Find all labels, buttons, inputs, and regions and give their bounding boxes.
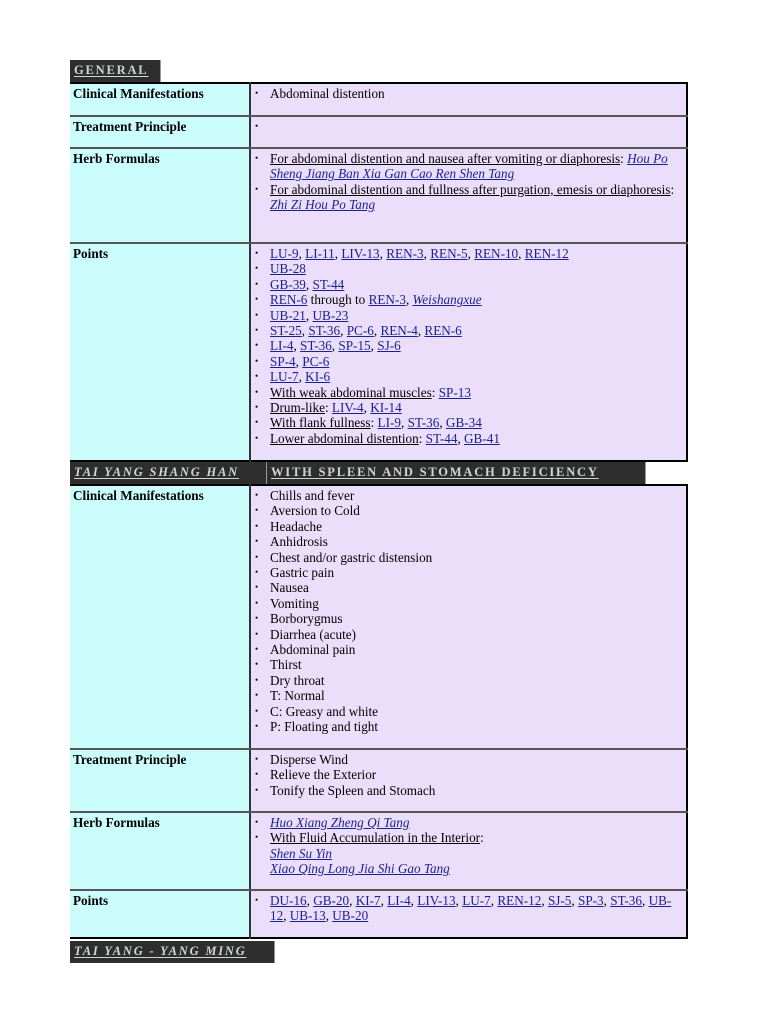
item-text: , xyxy=(306,893,314,908)
item-text: Chest and/or gastric distension xyxy=(270,549,433,565)
reference-link[interactable]: LU-7 xyxy=(270,369,299,385)
list-item xyxy=(270,182,683,213)
reference-link[interactable]: ST-36 xyxy=(300,338,332,354)
list-item xyxy=(270,580,683,595)
item-text: With Fluid Accumulation in the Interior xyxy=(270,830,481,846)
section-title: GENERAL xyxy=(70,60,161,82)
item-text: , xyxy=(349,893,356,908)
row-label: Points xyxy=(70,890,250,938)
reference-link[interactable]: UB-23 xyxy=(312,307,349,323)
item-text: Disperse Wind xyxy=(270,752,348,767)
item-text: , xyxy=(334,246,342,261)
row-label: Clinical Manifestations xyxy=(70,485,250,749)
item-text: Drum-like xyxy=(270,400,325,416)
list-item xyxy=(270,642,683,657)
item-text: C: Greasy and white xyxy=(270,703,379,719)
item-text: P: Floating and tight xyxy=(270,719,379,735)
item-text: , xyxy=(518,246,525,261)
list-item xyxy=(270,767,683,782)
item-text: Vomiting xyxy=(270,595,319,611)
reference-link[interactable]: KI-14 xyxy=(370,400,402,416)
reference-link[interactable]: Shen Su Yin xyxy=(270,845,333,861)
list-item xyxy=(270,627,683,642)
reference-link[interactable]: GB-20 xyxy=(313,893,350,908)
row-label: Herb Formulas xyxy=(70,812,250,890)
list-item xyxy=(270,673,683,688)
reference-link[interactable]: REN-3 xyxy=(386,246,424,261)
reference-link[interactable]: REN-12 xyxy=(497,893,542,908)
reference-link[interactable]: LIV-13 xyxy=(341,246,380,261)
reference-link[interactable]: PC-6 xyxy=(346,323,374,339)
reference-link[interactable]: LI-11 xyxy=(305,246,335,261)
list-item xyxy=(270,86,683,101)
list-item xyxy=(270,338,683,353)
section-title-part-2: WITH SPLEEN AND STOMACH DEFICIENCY xyxy=(267,462,646,484)
list-item xyxy=(270,519,683,534)
reference-link[interactable]: KI-7 xyxy=(355,893,381,908)
item-text: For abdominal distention and nausea after vomiting or diaphoresis xyxy=(270,151,621,166)
item-text: Abdominal distention xyxy=(270,86,385,101)
reference-link[interactable]: SJ-5 xyxy=(547,893,572,908)
item-text: With weak abdominal muscles xyxy=(270,384,432,400)
item-text: : xyxy=(418,430,426,446)
item-text: Anhidrosis xyxy=(270,534,328,550)
item-text: , xyxy=(305,307,313,323)
item-text: , xyxy=(467,246,475,261)
row-values xyxy=(250,812,687,890)
item-text: , xyxy=(295,353,303,369)
item-text: Borborygmus xyxy=(270,611,343,627)
item-text: , xyxy=(642,893,649,908)
item-text: : xyxy=(324,400,332,416)
reference-link[interactable]: LU-9 xyxy=(270,246,299,261)
reference-link[interactable]: UB-21 xyxy=(270,307,306,323)
reference-link[interactable]: Hou Po Sheng Jiang Ban Xia Gan Cao Ren Shen Tang xyxy=(270,151,668,182)
reference-link[interactable]: LU-7 xyxy=(462,893,491,908)
reference-link[interactable]: UB-28 xyxy=(270,261,306,277)
reference-link[interactable]: REN-6 xyxy=(424,323,462,339)
reference-link[interactable]: ST-36 xyxy=(308,323,341,339)
item-text: , xyxy=(325,908,333,924)
item-text: Diarrhea (acute) xyxy=(270,626,357,642)
item-text: , xyxy=(301,323,309,339)
section-header-tai-yang-shang-han xyxy=(70,462,688,484)
list-item xyxy=(270,830,683,876)
reference-link[interactable]: ST-44 xyxy=(425,430,458,446)
item-text: Dry throat xyxy=(270,672,325,688)
row-values xyxy=(250,83,687,116)
list-item xyxy=(270,752,683,767)
item-text: : xyxy=(431,384,439,400)
row-label: Points xyxy=(70,243,250,461)
list-item xyxy=(270,369,683,384)
list-item xyxy=(270,657,683,672)
reference-link[interactable]: SP-3 xyxy=(577,893,604,908)
reference-link[interactable]: SP-15 xyxy=(338,338,371,354)
reference-link[interactable]: UB-13 xyxy=(289,908,326,924)
item-text: , xyxy=(305,276,313,292)
list-item xyxy=(270,308,683,323)
item-text: , xyxy=(423,246,431,261)
item-text: : xyxy=(480,830,484,846)
reference-link[interactable]: UB-20 xyxy=(332,908,369,924)
reference-link[interactable]: Huo Xiang Zheng Qi Tang xyxy=(270,815,410,830)
list-item xyxy=(270,719,683,734)
list-item xyxy=(270,385,683,400)
item-text: Aversion to Cold xyxy=(270,503,360,519)
item-text: T: Normal xyxy=(270,688,325,704)
row-label: Clinical Manifestations xyxy=(70,83,250,116)
item-text: through to xyxy=(307,292,369,308)
reference-link[interactable]: GB-34 xyxy=(445,415,482,431)
list-item xyxy=(270,550,683,565)
reference-link[interactable]: DU-16 xyxy=(270,893,307,908)
item-text: , xyxy=(400,415,408,431)
item-text: , xyxy=(340,323,347,339)
list-item xyxy=(270,431,683,446)
reference-link[interactable]: SP-13 xyxy=(438,384,471,400)
reference-link[interactable]: LIV-4 xyxy=(331,400,364,416)
document-page xyxy=(70,60,688,963)
item-text: , xyxy=(298,369,306,385)
section-header-tai-yang-yang-ming xyxy=(70,941,688,963)
item-text: Gastric pain xyxy=(270,565,335,581)
item-text: : xyxy=(670,181,675,197)
item-text: , xyxy=(541,893,548,908)
list-item xyxy=(270,246,683,261)
reference-link[interactable]: REN-6 xyxy=(270,292,308,308)
item-text: , xyxy=(455,893,463,908)
row-values xyxy=(250,890,687,938)
item-text: , xyxy=(298,246,306,261)
reference-link[interactable]: ST-25 xyxy=(270,323,302,339)
reference-link[interactable]: REN-4 xyxy=(380,323,418,339)
item-text: , xyxy=(410,893,418,908)
item-text: Thirst xyxy=(270,657,302,673)
section-table-general xyxy=(70,82,688,462)
item-text: , xyxy=(457,430,465,446)
list-item xyxy=(270,415,683,430)
item-text: , xyxy=(293,338,301,354)
list-item xyxy=(270,400,683,415)
list-item xyxy=(270,688,683,703)
row-values xyxy=(250,749,687,812)
reference-link[interactable]: REN-12 xyxy=(524,246,569,261)
reference-link[interactable]: Weishangxue xyxy=(412,292,482,308)
list-item xyxy=(270,893,683,924)
reference-link[interactable]: LI-4 xyxy=(270,338,294,354)
reference-link[interactable]: LIV-13 xyxy=(417,893,456,908)
item-text: Chills and fever xyxy=(270,488,355,503)
item-text: , xyxy=(439,415,446,431)
list-item xyxy=(270,534,683,549)
list-item xyxy=(270,704,683,719)
reference-link[interactable]: KI-6 xyxy=(305,369,331,385)
list-item xyxy=(270,611,683,626)
item-text: , xyxy=(379,246,387,261)
section-title: TAI YANG - YANG MING xyxy=(70,941,275,963)
item-text: Abdominal pain xyxy=(270,642,356,658)
reference-link[interactable]: SJ-6 xyxy=(377,338,401,354)
row-values xyxy=(250,243,687,461)
item-text: Tonify the Spleen and Stomach xyxy=(270,782,436,798)
reference-link[interactable]: ST-36 xyxy=(407,415,440,431)
reference-link[interactable]: PC-6 xyxy=(302,353,330,369)
item-text: Nausea xyxy=(270,580,309,596)
item-text: , xyxy=(331,338,339,354)
list-item xyxy=(270,323,683,338)
section-header-general xyxy=(70,60,161,82)
list-item xyxy=(270,277,683,292)
item-text: , xyxy=(417,323,425,339)
item-text: Lower abdominal distention xyxy=(270,430,419,446)
list-item xyxy=(270,565,683,580)
item-text: For abdominal distention and fullness after purgation, emesis or diaphoresis xyxy=(270,181,671,197)
item-text: , xyxy=(283,908,290,924)
list-item xyxy=(270,783,683,798)
item-text: , xyxy=(373,323,381,339)
reference-link[interactable]: GB-41 xyxy=(464,430,500,446)
reference-link[interactable]: GB-39 xyxy=(270,276,306,292)
item-text: , xyxy=(405,292,413,308)
reference-link[interactable]: SP-4 xyxy=(270,353,296,369)
row-label: Treatment Principle xyxy=(70,116,250,148)
reference-link[interactable]: REN-3 xyxy=(368,292,406,308)
section-table-tai-yang-shang-han xyxy=(70,484,688,939)
reference-link[interactable]: ST-36 xyxy=(610,893,642,908)
reference-link[interactable]: UB-12 xyxy=(270,893,672,924)
reference-link[interactable]: LI-4 xyxy=(387,893,411,908)
list-item xyxy=(270,354,683,369)
list-item xyxy=(270,596,683,611)
list-item xyxy=(270,503,683,518)
item-text: , xyxy=(380,893,388,908)
list-item xyxy=(270,292,683,307)
reference-link[interactable]: Zhi Zi Hou Po Tang xyxy=(270,197,376,213)
item-text: , xyxy=(571,893,578,908)
row-label: Treatment Principle xyxy=(70,749,250,812)
reference-link[interactable]: REN-5 xyxy=(430,246,468,261)
reference-link[interactable]: LI-9 xyxy=(377,415,401,431)
item-text: : xyxy=(620,151,628,166)
row-values xyxy=(250,485,687,749)
item-text: , xyxy=(370,338,378,354)
item-text: With flank fullness xyxy=(270,415,371,431)
item-text: , xyxy=(490,893,498,908)
item-text: , xyxy=(363,400,371,416)
section-title-part-1: TAI YANG SHANG HAN xyxy=(70,462,267,484)
item-text: , xyxy=(603,893,611,908)
reference-link[interactable]: Xiao Qing Long Jia Shi Gao Tang xyxy=(270,861,450,877)
row-values xyxy=(250,116,687,148)
row-values xyxy=(250,148,687,243)
row-label: Herb Formulas xyxy=(70,148,250,243)
list-item xyxy=(270,815,683,830)
reference-link[interactable]: REN-10 xyxy=(474,246,519,261)
item-text: Relieve the Exterior xyxy=(270,767,377,783)
reference-link[interactable]: ST-44 xyxy=(312,276,345,292)
item-text: Headache xyxy=(270,518,322,534)
list-item xyxy=(270,151,683,182)
list-item xyxy=(270,261,683,276)
list-item xyxy=(270,488,683,503)
item-text: : xyxy=(370,415,378,431)
